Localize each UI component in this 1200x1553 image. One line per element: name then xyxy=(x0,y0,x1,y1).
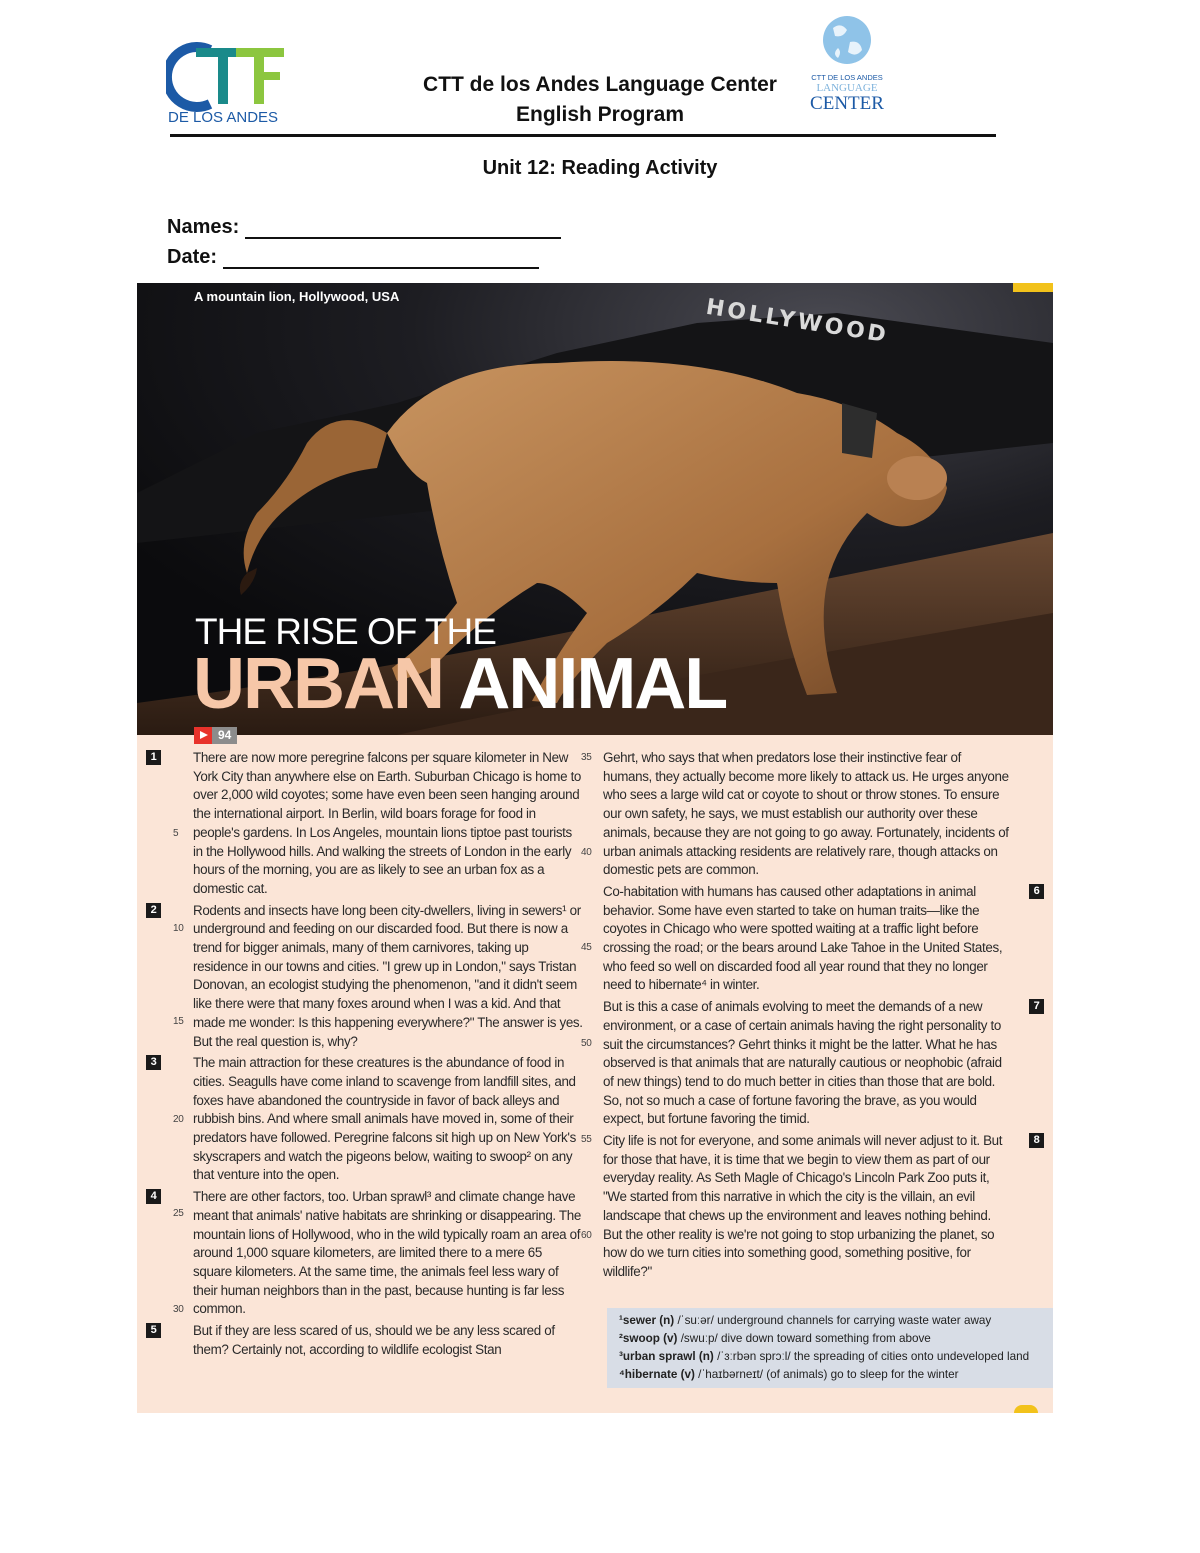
glossary-entry xyxy=(619,1330,1053,1348)
glossary-def: dive down toward something from above xyxy=(720,1332,931,1345)
header-line1: CTT de los Andes Language Center xyxy=(423,73,777,96)
logo-right-small: CTT DE LOS ANDES xyxy=(811,73,883,82)
play-icon[interactable] xyxy=(194,727,212,744)
line-number: 55 xyxy=(581,1134,592,1145)
line-number: 5 xyxy=(173,828,179,839)
glossary-term: ⁴hibernate (v) xyxy=(619,1368,695,1381)
paragraph-number: 8 xyxy=(1029,1133,1044,1148)
line-number: 10 xyxy=(173,923,184,934)
article-title-top: THE RISE OF THE xyxy=(195,611,496,652)
ctt-logo xyxy=(166,42,291,127)
paragraph xyxy=(150,1322,583,1359)
article-title-main xyxy=(193,643,726,725)
title-word-urban: URBAN xyxy=(193,644,443,724)
glossary-term: ²swoop (v) xyxy=(619,1332,678,1345)
line-number: 30 xyxy=(173,1304,184,1315)
hollywood-sign: HOLLYWOOD xyxy=(704,294,891,349)
title-word-animal: ANIMAL xyxy=(458,644,727,724)
line-number: 50 xyxy=(581,1038,592,1049)
header-divider xyxy=(170,134,996,137)
glossary-entry xyxy=(619,1366,1053,1384)
names-label: Names: xyxy=(167,216,240,238)
names-blank-line[interactable] xyxy=(245,217,561,239)
glossary-def: (of animals) go to sleep for the winter xyxy=(766,1368,959,1381)
paragraph-number: 3 xyxy=(146,1055,161,1070)
unit-title: Unit 12: Reading Activity xyxy=(482,157,718,179)
paragraph-number: 6 xyxy=(1029,884,1044,899)
glossary-pron: /ˈɜːrbən sprɔːl/ xyxy=(717,1350,791,1363)
glossary-entry xyxy=(619,1348,1053,1366)
paragraph-number: 4 xyxy=(146,1189,161,1204)
paragraph-text: Rodents and insects have long been city-dwellers, living in sewers¹ or underground and feeding on our discarded food. But there is now a trend for bigger animals, many of them carnivores, taking up residence in our towns and cities. "I grew up in London," says Tristan Donovan, an ecologist studying the phenomenon, "and it didn't seem like there were that many foxes around when I was a kid. And that made me wonder: Is this happening everywhere?" The answer is yes. But the real question is, why? xyxy=(193,902,583,1049)
paragraph-text: Gehrt, who says that when predators lose their instinctive fear of humans, they actually become more likely to attack us. He urges anyone who sees a large wild cat or coyote to shout or throw stones. To ensure our own safety, he says, we must establish our authority over these animals, because they are not going to go away. Fortunately, incidents of urban animals attacking residents are relatively rare, though attacks on domestic pets are common. xyxy=(603,750,1009,878)
paragraph-text: There are other factors, too. Urban sprawl³ and climate change have meant that animals' native habitats are shrinking or disappearing. The mountain lions of Hollywood, who in the wild typically roam an area of around 1,000 square kilometers, are limited there to a mere 65 square kilometers. At the same time, the animals feel less wary of their human neighbors than in the past, because hunting is far less common. xyxy=(193,1189,581,1317)
paragraph-text: City life is not for everyone, and some animals will never adjust to it. But for those that have, it is time that we begin to view them as part of our everyday reality. As Seth Magle of Chicago's Lincoln Park Zoo puts it, "We started from this narrative in which the city is the villain, an evil landscape that chews up the environment and leaves nothing behind. But the other reality is we're not going to stop urbanizing the planet, so how do we turn cities into something good, something positive, for wildlife?" xyxy=(603,1133,1003,1279)
paragraph-number: 1 xyxy=(146,750,161,765)
line-number: 35 xyxy=(581,752,592,763)
names-field[interactable] xyxy=(167,216,561,239)
paragraph-number: 5 xyxy=(146,1323,161,1338)
glossary-pron: /ˈsuːər/ xyxy=(677,1314,714,1327)
paragraph-text: There are now more peregrine falcons per square kilometer in New York City than anywhere else on Earth. Suburban Chicago is home to over 2,000 wild coyotes; some have even been seen hanging around the international airport. In Berlin, wild boars forage for food in people's gardens. In Los Angeles, mountain lions tiptoe past tourists in the Hollywood hills. And walking the streets of London in the early hours of the morning, you are as likely to see an urban fox as a domestic cat. xyxy=(193,750,582,896)
paragraph xyxy=(603,1132,1040,1282)
paragraph xyxy=(603,998,1040,1129)
article-column-left xyxy=(150,749,583,1363)
glossary-def: the spreading of cities onto undeveloped land xyxy=(793,1350,1030,1363)
header-title xyxy=(300,70,900,130)
date-field[interactable] xyxy=(167,246,539,269)
paragraph-number: 2 xyxy=(146,903,161,918)
header-line2: English Program xyxy=(515,103,685,126)
paragraph-number: 7 xyxy=(1029,999,1044,1014)
paragraph xyxy=(603,749,1013,880)
line-number: 60 xyxy=(581,1230,592,1241)
logo-right-mid: LANGUAGE xyxy=(816,82,878,94)
paragraph-text: But is this a case of animals evolving to meet the demands of a new environment, or a case of certain animals having the right personality to suit the circumstances? Gehrt thinks it might be the latter. What he has observed is that animals that are naturally cautious or neophobic (afraid of new things) tend to do much better in cities than those that are bold. So, not so much a case of fortune favoring the brave, as you would expect, but fortune favoring the timid. xyxy=(603,999,1002,1127)
line-number: 20 xyxy=(173,1114,184,1125)
page-tab-marker xyxy=(1013,283,1053,292)
line-number: 25 xyxy=(173,1208,184,1219)
line-number: 15 xyxy=(173,1016,184,1027)
date-label: Date: xyxy=(167,246,218,268)
audio-track[interactable] xyxy=(194,727,237,744)
glossary-term: ¹sewer (n) xyxy=(619,1314,675,1327)
line-number: 40 xyxy=(581,847,592,858)
paragraph-text: The main attraction for these creatures is the abundance of food in cities. Seagulls have come inland to scavenge from landfill sites, and foxes have abandoned the countryside in favor of back alleys and rubbish bins. And where small animals have moved in, some of their predators have followed. Peregrine falcons sit high up on New York's skyscrapers and watch the pigeons below, waiting to swoop² on any that venture into the open. xyxy=(193,1055,576,1183)
line-number: 45 xyxy=(581,942,592,953)
paragraph-text: But if they are less scared of us, should we be any less scared of them? Certainly not, according to wildlife ecologist Stan xyxy=(193,1323,555,1357)
glossary-def: underground channels for carrying waste water away xyxy=(717,1314,992,1327)
ctt-logo-text: DE LOS ANDES xyxy=(168,109,279,126)
glossary-box xyxy=(607,1308,1053,1388)
logo-right-big: CENTER xyxy=(810,93,884,114)
page-corner-marker xyxy=(1014,1405,1038,1413)
photo-caption: A mountain lion, Hollywood, USA xyxy=(194,289,400,304)
track-number: 94 xyxy=(212,727,237,744)
glossary-pron: /ˈhaɪbərneɪt/ xyxy=(698,1368,764,1381)
glossary-term: ³urban sprawl (n) xyxy=(619,1350,714,1363)
paragraph xyxy=(603,883,1040,995)
paragraph xyxy=(150,749,583,899)
article-column-right xyxy=(581,749,1040,1285)
glossary-pron: /swuːp/ xyxy=(680,1332,718,1345)
date-blank-line[interactable] xyxy=(223,247,539,269)
glossary-entry xyxy=(619,1312,1053,1330)
paragraph-text: Co-habitation with humans has caused other adaptations in animal behavior. Some have even started to take on human traits—like the coyotes in Chicago who were spotted waiting at a traffic light before crossing the road; or the bears around Lake Tahoe in the United States, who feed so well on discarded food all year round that they no longer need to hibernate⁴ in winter. xyxy=(603,883,1003,993)
article-page xyxy=(137,283,1053,1413)
mountain-lion-photo xyxy=(137,283,1053,735)
